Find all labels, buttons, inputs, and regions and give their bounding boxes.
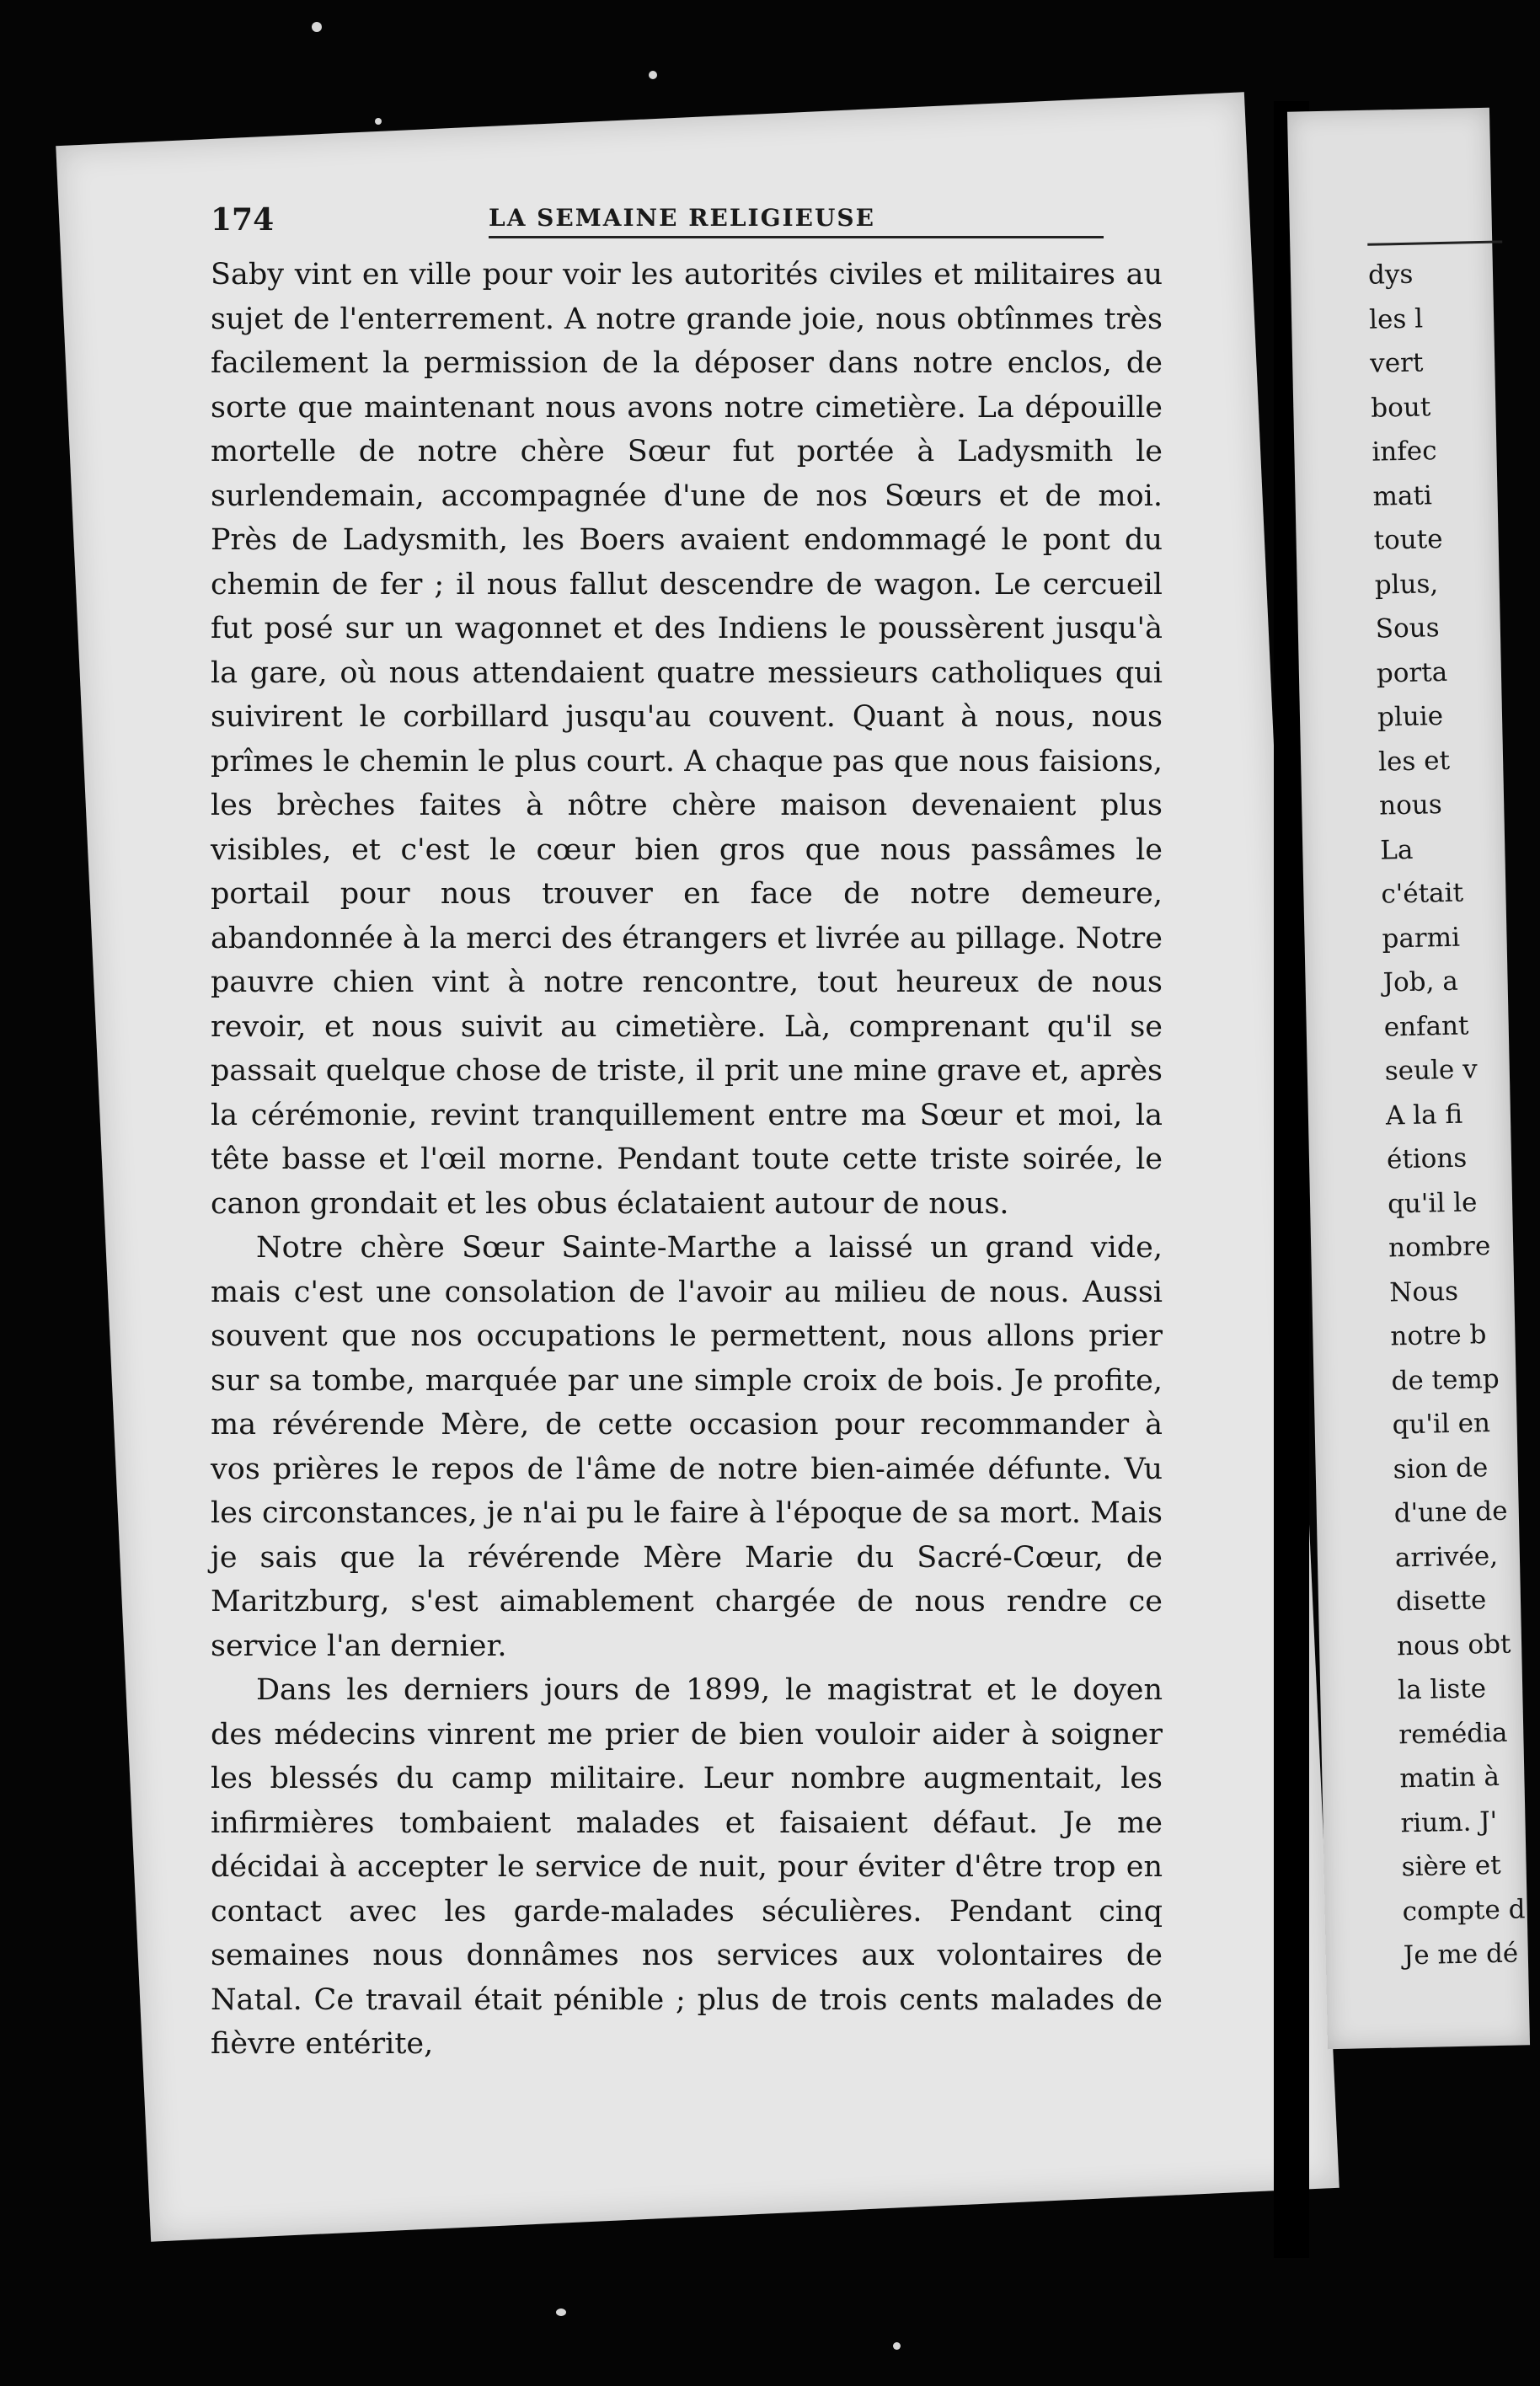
- text-fragment: enfant: [1383, 1009, 1469, 1043]
- text-fragment: parmi: [1382, 922, 1461, 955]
- text-fragment: étions: [1386, 1142, 1468, 1175]
- text-fragment: seule v: [1384, 1054, 1479, 1087]
- text-fragment: rium. J': [1400, 1806, 1498, 1838]
- page-number: 174: [211, 202, 275, 238]
- text-fragment: qu'il en: [1392, 1408, 1491, 1441]
- text-fragment: mati: [1372, 479, 1433, 512]
- text-fragment: sion de: [1393, 1452, 1489, 1485]
- text-fragment: matin à: [1399, 1761, 1500, 1795]
- text-fragment: compte d: [1402, 1893, 1526, 1927]
- text-fragment: infec: [1372, 436, 1437, 468]
- text-fragment: nous: [1378, 789, 1443, 821]
- header-rule: [489, 236, 1104, 238]
- text-fragment: dys: [1367, 259, 1414, 291]
- text-fragment: la liste: [1397, 1673, 1487, 1706]
- text-fragment: pluie: [1377, 701, 1444, 733]
- text-fragment: de temp: [1391, 1363, 1500, 1397]
- text-fragment: disette: [1395, 1585, 1487, 1618]
- dust-speck: [556, 2308, 566, 2316]
- dust-speck: [893, 2342, 901, 2350]
- text-fragment: nombre: [1388, 1231, 1491, 1264]
- page-header: [211, 194, 1171, 244]
- paragraph: Notre chère Sœur Sainte-Marthe a laissé un grand vide, mais c'est une consolation de l'avoir au milieu de nous. Aussi souvent que nos occupations le permettent, nous allons prier sur sa tombe, marquée par une simple croix de bois. Je profite, ma révérende Mère, de cette occasion pour recommander à vos prières le repos de l'âme de notre bien-aimée défunte. Vu les circonstances, je n'ai pu le faire à l'époque de sa mort. Mais je sais que la révérende Mère Marie du Sacré-Cœur, de Maritzburg, s'est aimablement chargée de nous rendre ce service l'an dernier.: [211, 1231, 1163, 1663]
- text-fragment: toute: [1373, 524, 1443, 556]
- text-fragment: c'était: [1381, 877, 1464, 910]
- dust-speck: [312, 22, 322, 32]
- text-fragment: qu'il le: [1387, 1186, 1478, 1220]
- text-fragment: plus,: [1374, 568, 1439, 601]
- dust-speck: [375, 118, 382, 125]
- right-page-text: [1367, 251, 1527, 1978]
- text-fragment: La: [1379, 834, 1414, 866]
- text-fragment: remédia: [1398, 1717, 1508, 1750]
- text-fragment: arrivée,: [1394, 1540, 1499, 1573]
- text-fragment: porta: [1376, 656, 1448, 689]
- text-fragment: notre b: [1390, 1319, 1487, 1352]
- right-page: [1287, 108, 1530, 2050]
- paragraph: Saby vint en ville pour voir les autorités civiles et militaires au sujet de l'enterrement. A notre grande joie, nous obtînmes très facilement la permission de la déposer dans notre enclos, de sorte que maintenant nous avons notre cimetière. La dépouille mortelle de notre chère Sœur fut portée à Ladysmith le surlendemain, accompagnée d'une de nos Sœurs et de moi. Près de Ladysmith, les Boers avaient endommagé le pont du chemin de fer ; il nous fallut descendre de wagon. Le cercueil fut posé sur un wagonnet et des Indiens le poussèrent jusqu'à la gare, où nous attendaient quatre messieurs catholiques qui suivirent le corbillard jusqu'au couvent. Quant à nous, nous prîmes le chemin le plus court. A chaque pas que nous faisions, les brèches faites à nôtre chère maison devenaient plus visibles, et c'est le cœur bien gros que nous passâmes le portail pour nous trouver en face de notre demeure, abandonnée à la merci des étrangers et livrée au pillage. Notre pauvre chien vint à notre rencontre, tout heureux de nous revoir, et nous suivit au cimetière. Là, comprenant qu'il se passait quelque chose de triste, il prit une mine grave et, après la cérémonie, revint tranquillement entre ma Sœur et moi, la tête basse et l'œil morne. Pendant toute cette triste soirée, le canon grondait et les obus éclataient autour de nous.: [211, 258, 1163, 1221]
- text-fragment: vert: [1369, 347, 1424, 379]
- text-fragment: nous obt: [1396, 1629, 1511, 1661]
- text-fragment: Nous: [1388, 1276, 1459, 1308]
- dust-speck: [649, 71, 657, 79]
- header-rule: [1367, 240, 1502, 245]
- text-fragment: les l: [1368, 302, 1424, 335]
- body-text: [211, 253, 1163, 2067]
- text-fragment: Job, a: [1382, 966, 1459, 998]
- text-fragment: Sous: [1375, 613, 1440, 645]
- paragraph: Dans les derniers jours de 1899, le magistrat et le doyen des médecins vinrent me prier de bien vouloir aider à soigner les blessés du camp militaire. Leur nombre augmentait, les infirmières tombaient malades et faisaient défaut. Je me décidai à accepter le service de nuit, pour éviter d'être trop en contact avec les garde-malades séculières. Pendant cinq semaines nous donnâmes nos services aux volontaires de Natal. Ce travail était pénible ; plus de trois cents malades de fièvre entérite,: [211, 1673, 1163, 2061]
- running-title: LA SEMAINE RELIGIEUSE: [489, 204, 875, 232]
- text-fragment: sière et: [1401, 1849, 1501, 1883]
- text-fragment: les et: [1377, 745, 1451, 778]
- text-fragment: bout: [1370, 391, 1431, 424]
- text-fragment: d'une de: [1393, 1495, 1508, 1529]
- text-fragment: A la fi: [1385, 1099, 1463, 1131]
- text-fragment: Je me dé: [1403, 1938, 1519, 1971]
